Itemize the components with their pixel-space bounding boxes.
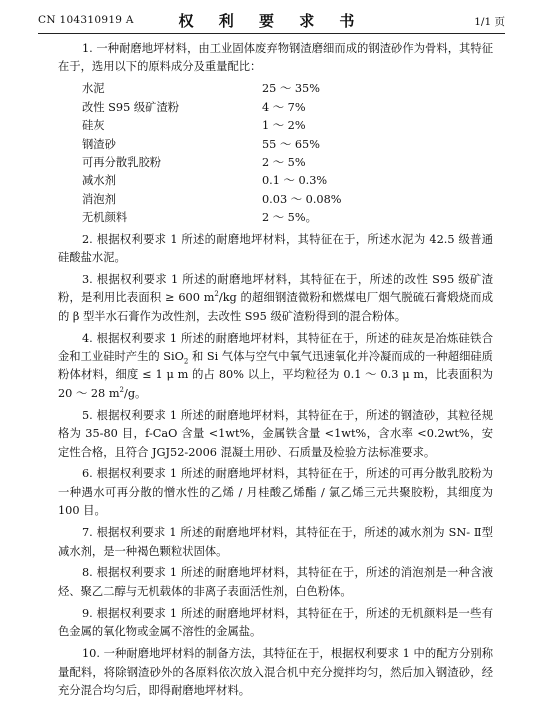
component-ratio: 4 ～ 7% xyxy=(262,100,306,114)
header-rule xyxy=(38,33,505,34)
claim-4-text-a: 4. 根据权利要求 1 所述的耐磨地坪材料，其特征在于，所述的硅灰是冶炼硅铁合金和工业硅时产生的 SiO xyxy=(58,331,493,363)
component-ratio: 1 ～ 2% xyxy=(262,119,306,133)
claim-6: 6. 根据权利要求 1 所述的耐磨地坪材料，其特征在于，所述的可再分散乳胶粉为一种遇水可再分散的憎水性的乙烯 / 月桂酸乙烯酯 / 氯乙烯三元共聚胶粉，其细度为 100 目。 xyxy=(58,467,493,518)
publication-number: CN 104310919 A xyxy=(38,14,134,26)
document-title: 权 利 要 求 书 xyxy=(178,12,365,30)
claim-3 xyxy=(58,271,493,326)
composition-row xyxy=(82,117,342,135)
component-ratio: 2 ～ 5% xyxy=(262,155,306,169)
claim-9: 9. 根据权利要求 1 所述的耐磨地坪材料，其特征在于，所述的无机颜料是一些有色金属的氧化物或金属不溶性的金属盐。 xyxy=(58,606,493,639)
composition-row xyxy=(82,136,342,154)
component-name: 改性 S95 级矿渣粉 xyxy=(82,100,180,114)
composition-row xyxy=(82,80,342,98)
composition-row xyxy=(82,154,342,172)
claim-4-text-b: 和 Si 气体与空气中氧气迅速氧化并冷凝而成的一种超细硅质粉体材料，细度 ≤ 1 μ m 的占 80% 以上，平均粒径为 0.1 ～ 0.3 μ m，比表面积为 20 ～ 28 m xyxy=(58,350,493,400)
claim-3-text-a: 3. 根据权利要求 1 所述的耐磨地坪材料，其特征在于，所述的改性 S95 级矿渣粉，是利用比表面积 ≥ 600 m xyxy=(58,272,493,305)
claim-3-text-b: /kg 的超细钢渣微粉和燃煤电厂烟气脱硫石膏煅烧而成的 β 型半水石膏作为改性剂，去改性 S95 级矿渣粉得到的混合粉体。 xyxy=(58,291,493,323)
component-ratio: 0.03 ～ 0.08% xyxy=(262,192,342,206)
page-header xyxy=(38,10,505,32)
component-ratio: 0.1 ～ 0.3% xyxy=(262,174,328,188)
component-ratio: 55 ～ 65% xyxy=(262,137,320,151)
component-name: 无机颜料 xyxy=(82,211,128,225)
claims-body xyxy=(58,40,493,704)
composition-row xyxy=(82,172,342,190)
claim-2: 2. 根据权利要求 1 所述的耐磨地坪材料，其特征在于，所述水泥为 42.5 级普通硅酸盐水泥。 xyxy=(58,232,493,264)
composition-table xyxy=(82,80,342,227)
component-name: 钢渣砂 xyxy=(82,137,116,151)
claim-3-superscript: 2 xyxy=(214,290,219,299)
page-number: 1/1 页 xyxy=(474,16,505,28)
claim-4-text-c: /g。 xyxy=(124,386,147,400)
claim-5: 5. 根据权利要求 1 所述的耐磨地坪材料，其特征在于，所述的钢渣砂，其粒径规格为 35-80 目，f-CaO 含量 <1wt%，金属铁含量 <1wt%，含水率 <0.2wt%，安定性合格，且符合 JGJ52-2006 混凝土用砂、石质量及检验方法标准要求。 xyxy=(58,408,493,459)
claim-4 xyxy=(58,330,493,404)
claim-10: 10. 一种耐磨地坪材料的制备方法，其特征在于，根据权利要求 1 中的配方分别称量配料，将除钢渣砂外的各原料依次放入混合机中充分搅拌均匀，然后加入钢渣砂，经充分混合均匀后，即得耐磨地坪材料。 xyxy=(58,647,493,697)
component-name: 可再分散乳胶粉 xyxy=(82,155,162,169)
claim-7: 7. 根据权利要求 1 所述的耐磨地坪材料，其特征在于，所述的减水剂为 SN- Ⅱ型减水剂，是一种褐色颗粒状固体。 xyxy=(58,526,493,558)
component-name: 水泥 xyxy=(82,82,105,96)
component-ratio: 25 ～ 35% xyxy=(262,82,320,96)
claim-4-superscript: 2 xyxy=(119,386,125,395)
component-name: 减水剂 xyxy=(82,174,116,188)
composition-row xyxy=(82,99,342,117)
component-name: 消泡剂 xyxy=(82,192,116,206)
component-name: 硅灰 xyxy=(82,119,105,133)
composition-row xyxy=(82,191,342,209)
component-ratio: 2 ～ 5%。 xyxy=(262,211,317,225)
claim-4-subscript: 2 xyxy=(183,357,189,366)
claim-8: 8. 根据权利要求 1 所述的耐磨地坪材料，其特征在于，所述的消泡剂是一种含液烃、聚乙二醇与无机载体的非离子表面活性剂，白色粉体。 xyxy=(58,566,493,598)
composition-row xyxy=(82,209,342,227)
claim-1-intro: 1. 一种耐磨地坪材料，由工业固体废弃物钢渣磨细而成的钢渣砂作为骨料，其特征在于，选用以下的原料成分及重量配比： xyxy=(58,42,493,74)
